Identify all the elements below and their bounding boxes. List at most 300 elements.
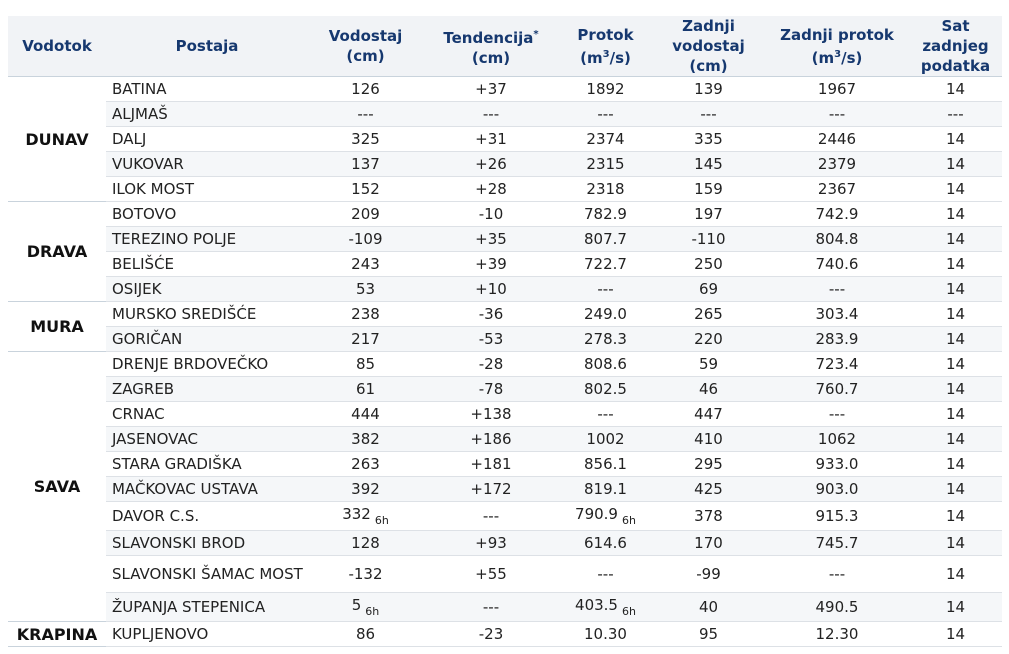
tendencija-value-text: --- (482, 105, 500, 123)
zadnji-vodostaj-value (652, 556, 765, 593)
protok-value-text: 802.5 (584, 380, 627, 398)
zadnji-vodostaj-value-text: 220 (694, 330, 723, 348)
vodostaj-value (308, 327, 423, 352)
water-levels-table (8, 16, 1002, 647)
vodostaj-value-text: -132 (348, 565, 383, 583)
vodostaj-value (308, 402, 423, 427)
tendencija-value (423, 502, 559, 531)
zadnji-vodostaj-value-text: 197 (694, 205, 723, 223)
station-name-text: DALJ (112, 130, 147, 148)
protok-value (559, 327, 652, 352)
station-name-text: ŽUPANJA STEPENICA (112, 598, 266, 616)
sat-value-text: --- (947, 105, 964, 123)
protok-value (559, 377, 652, 402)
vodostaj-value (308, 531, 423, 556)
zadnji-protok-value (765, 402, 909, 427)
tendencija-value (423, 531, 559, 556)
vodostaj-value-text: 332 (342, 505, 371, 523)
table-row (8, 593, 1002, 622)
river-name: SAVA (8, 352, 106, 622)
header-protok: Protok $(m^3/s)$ (559, 16, 652, 77)
station-name-text: KUPLJENOVO (112, 625, 209, 643)
zadnji-protok-value (765, 352, 909, 377)
zadnji-protok-value-text: 283.9 (815, 330, 859, 348)
table-row (8, 202, 1002, 227)
zadnji-vodostaj-value (652, 452, 765, 477)
zadnji-protok-value (765, 302, 909, 327)
station-name (106, 531, 308, 556)
header-tendencija: Tendencija* (cm) (423, 16, 559, 77)
tendencija-value (423, 477, 559, 502)
vodostaj-value (308, 377, 423, 402)
zadnji-vodostaj-value-text: 410 (694, 430, 723, 448)
zadnji-protok-value (765, 452, 909, 477)
sat-value (909, 477, 1002, 502)
vodostaj-value-text: 137 (351, 155, 380, 173)
protok-value (559, 452, 652, 477)
vodostaj-value-text: 61 (355, 380, 376, 398)
table-row (8, 502, 1002, 531)
protok-value (559, 502, 652, 531)
station-name (106, 556, 308, 593)
tendencija-value-text: +28 (475, 180, 507, 198)
zadnji-protok-value-text: 742.9 (815, 205, 859, 223)
sat-value (909, 402, 1002, 427)
zadnji-protok-value (765, 152, 909, 177)
sat-value-text: 14 (945, 455, 966, 473)
header-postaja: Postaja (106, 16, 308, 77)
protok-value-text: --- (597, 280, 614, 298)
protok-value-text: 249.0 (584, 305, 627, 323)
vodostaj-value-text: --- (357, 105, 374, 123)
zadnji-vodostaj-value (652, 252, 765, 277)
tendencija-value (423, 377, 559, 402)
sat-value (909, 452, 1002, 477)
vodostaj-value-text: 126 (351, 80, 380, 98)
protok-value (559, 227, 652, 252)
station-name (106, 127, 308, 152)
vodostaj-value (308, 252, 423, 277)
table-row (8, 377, 1002, 402)
zadnji-vodostaj-value-text: 139 (694, 80, 723, 98)
protok-value (559, 556, 652, 593)
tendencija-value-text: +138 (470, 405, 512, 423)
vodostaj-value (308, 427, 423, 452)
protok-value-text: 1002 (586, 430, 625, 448)
station-name-text: SLAVONSKI BROD (112, 534, 246, 552)
time-note: 6h (621, 514, 636, 527)
station-name-text: SLAVONSKI ŠAMAC MOST (112, 565, 303, 583)
tendencija-value-text: +26 (475, 155, 507, 173)
sat-value (909, 327, 1002, 352)
station-name (106, 377, 308, 402)
vodostaj-value-text: 128 (351, 534, 380, 552)
header-vodotok: Vodotok (8, 16, 106, 77)
vodostaj-value (308, 352, 423, 377)
protok-value (559, 477, 652, 502)
vodostaj-value-text: 392 (351, 480, 380, 498)
zadnji-protok-value (765, 102, 909, 127)
station-name (106, 427, 308, 452)
station-name-text: VUKOVAR (112, 155, 184, 173)
header-sat-zadnjeg-podatka: Sat zadnjeg podatka (909, 16, 1002, 77)
river-name: MURA (8, 302, 106, 352)
zadnji-protok-value-text: 760.7 (815, 380, 859, 398)
table-row (8, 152, 1002, 177)
station-name-text: BOTOVO (112, 205, 177, 223)
sat-value-text: 14 (945, 534, 966, 552)
tendencija-value-text: +93 (475, 534, 507, 552)
protok-value-text: 782.9 (584, 205, 627, 223)
sat-value-text: 14 (945, 155, 966, 173)
station-name-text: JASENOVAC (112, 430, 198, 448)
protok-value (559, 252, 652, 277)
tendencija-value-text: -53 (478, 330, 504, 348)
sat-value (909, 302, 1002, 327)
zadnji-vodostaj-value-text: --- (700, 105, 717, 123)
zadnji-vodostaj-value (652, 152, 765, 177)
zadnji-vodostaj-value (652, 327, 765, 352)
zadnji-vodostaj-value (652, 531, 765, 556)
zadnji-protok-value-text: 303.4 (815, 305, 859, 323)
vodostaj-value-text: 444 (351, 405, 380, 423)
time-note: 6h (374, 514, 389, 527)
table-row (8, 477, 1002, 502)
sat-value-text: 14 (945, 280, 966, 298)
protok-value-text: 403.5 (575, 596, 618, 614)
zadnji-protok-value-text: 1967 (817, 80, 857, 98)
vodostaj-value (308, 302, 423, 327)
sat-value-text: 14 (945, 625, 966, 643)
zadnji-vodostaj-value-text: 46 (698, 380, 719, 398)
tendencija-value (423, 152, 559, 177)
table-row (8, 352, 1002, 377)
tendencija-value (423, 327, 559, 352)
vodostaj-value (308, 277, 423, 302)
protok-value (559, 593, 652, 622)
tendencija-value-text: +35 (475, 230, 507, 248)
river-name: DRAVA (8, 202, 106, 302)
time-note: 6h (621, 605, 636, 618)
vodostaj-value-text: 5 (351, 596, 362, 614)
sat-value-text: 14 (945, 230, 966, 248)
vodostaj-value (308, 152, 423, 177)
protok-value-text: 808.6 (584, 355, 627, 373)
sat-value (909, 277, 1002, 302)
sat-value (909, 556, 1002, 593)
protok-value-text: 790.9 (575, 505, 618, 523)
zadnji-protok-value-text: 12.30 (815, 625, 859, 643)
table-row (8, 77, 1002, 102)
river-name: DUNAV (8, 77, 106, 202)
sat-value (909, 152, 1002, 177)
tendencija-value (423, 593, 559, 622)
vodostaj-value-text: 152 (351, 180, 380, 198)
zadnji-protok-value-text: 2446 (817, 130, 857, 148)
vodostaj-value-text: 382 (351, 430, 380, 448)
tendencija-value (423, 302, 559, 327)
sat-value (909, 352, 1002, 377)
station-name-text: STARA GRADIŠKA (112, 455, 242, 473)
vodostaj-value-text: -109 (348, 230, 383, 248)
protok-value-text: 278.3 (584, 330, 627, 348)
zadnji-protok-value (765, 277, 909, 302)
vodostaj-value (308, 593, 423, 622)
station-name (106, 77, 308, 102)
zadnji-protok-value (765, 177, 909, 202)
station-name-text: TEREZINO POLJE (112, 230, 237, 248)
vodostaj-value (308, 177, 423, 202)
sat-value (909, 502, 1002, 531)
vodostaj-value-text: 85 (355, 355, 376, 373)
sat-value-text: 14 (945, 598, 966, 616)
table-row (8, 177, 1002, 202)
zadnji-vodostaj-value-text: 69 (698, 280, 719, 298)
zadnji-protok-value (765, 77, 909, 102)
table-row (8, 556, 1002, 593)
sat-value (909, 127, 1002, 152)
station-name-text: ILOK MOST (112, 180, 195, 198)
zadnji-protok-value-text: --- (828, 565, 846, 583)
water-levels-table-container (8, 16, 1002, 647)
vodostaj-value (308, 227, 423, 252)
station-name-text: MURSKO SREDIŠĆE (112, 305, 257, 323)
zadnji-protok-value-text: 740.6 (815, 255, 859, 273)
sat-value-text: 14 (945, 330, 966, 348)
table-row (8, 227, 1002, 252)
protok-value (559, 102, 652, 127)
station-name (106, 277, 308, 302)
protok-value-text: 856.1 (584, 455, 627, 473)
tendencija-value-text: -10 (478, 205, 504, 223)
sat-value-text: 14 (945, 180, 966, 198)
tendencija-value-text: -23 (478, 625, 504, 643)
protok-value-text: 1892 (586, 80, 625, 98)
header-row (8, 16, 1002, 77)
protok-value (559, 352, 652, 377)
protok-value-text: 807.7 (584, 230, 627, 248)
sat-value-text: 14 (945, 480, 966, 498)
zadnji-protok-value (765, 202, 909, 227)
station-name (106, 452, 308, 477)
sat-value (909, 622, 1002, 647)
zadnji-vodostaj-value (652, 127, 765, 152)
vodostaj-value (308, 77, 423, 102)
zadnji-vodostaj-value-text: 145 (694, 155, 723, 173)
tendencija-value (423, 452, 559, 477)
sat-value (909, 377, 1002, 402)
zadnji-vodostaj-value-text: -110 (691, 230, 726, 248)
tendencija-value-text: +10 (475, 280, 507, 298)
sat-value (909, 102, 1002, 127)
zadnji-vodostaj-value (652, 202, 765, 227)
tendencija-value (423, 402, 559, 427)
table-row (8, 327, 1002, 352)
tendencija-value-text: +31 (475, 130, 507, 148)
table-row (8, 127, 1002, 152)
zadnji-protok-value (765, 531, 909, 556)
zadnji-vodostaj-value-text: 59 (698, 355, 719, 373)
tendencija-value-text: -36 (478, 305, 504, 323)
header-zadnji-vodostaj: Zadnji vodostaj (cm) (652, 16, 765, 77)
vodostaj-value-text: 263 (351, 455, 380, 473)
vodostaj-value-text: 217 (351, 330, 380, 348)
sat-value (909, 593, 1002, 622)
sat-value-text: 14 (945, 255, 966, 273)
zadnji-vodostaj-value-text: 170 (694, 534, 723, 552)
station-name-text: MAČKOVAC USTAVA (112, 480, 258, 498)
zadnji-protok-value (765, 502, 909, 531)
zadnji-protok-value-text: 745.7 (815, 534, 859, 552)
station-name (106, 202, 308, 227)
protok-value (559, 177, 652, 202)
tendencija-value (423, 77, 559, 102)
protok-value (559, 127, 652, 152)
protok-value-text: --- (597, 105, 614, 123)
station-name (106, 352, 308, 377)
sat-value-text: 14 (945, 405, 966, 423)
zadnji-protok-value (765, 593, 909, 622)
tendencija-value (423, 177, 559, 202)
vodostaj-value (308, 556, 423, 593)
station-name-text: ALJMAŠ (112, 105, 168, 123)
protok-value (559, 152, 652, 177)
protok-value (559, 402, 652, 427)
time-note: 6h (365, 605, 380, 618)
tendencija-value (423, 202, 559, 227)
vodostaj-value-text: 53 (355, 280, 376, 298)
zadnji-vodostaj-value-text: 40 (698, 598, 719, 616)
sat-value-text: 14 (945, 430, 966, 448)
station-name (106, 622, 308, 647)
vodostaj-value-text: 238 (351, 305, 380, 323)
table-row (8, 302, 1002, 327)
tendencija-value (423, 427, 559, 452)
protok-value (559, 302, 652, 327)
vodostaj-value (308, 477, 423, 502)
protok-value-text: 2318 (586, 180, 625, 198)
zadnji-vodostaj-value (652, 227, 765, 252)
tendencija-value (423, 227, 559, 252)
zadnji-protok-value (765, 622, 909, 647)
zadnji-protok-value (765, 477, 909, 502)
tendencija-value-text: +186 (470, 430, 512, 448)
tendencija-value-text: --- (482, 507, 500, 525)
sat-value (909, 227, 1002, 252)
tendencija-value-text: +55 (475, 565, 507, 583)
tendencija-value-text: +172 (470, 480, 512, 498)
station-name (106, 152, 308, 177)
zadnji-protok-value-text: --- (828, 405, 846, 423)
protok-value-text: 2315 (586, 155, 625, 173)
zadnji-vodostaj-value (652, 177, 765, 202)
sat-value (909, 202, 1002, 227)
vodostaj-value-text: 243 (351, 255, 380, 273)
vodostaj-value-text: 209 (351, 205, 380, 223)
table-body (8, 77, 1002, 647)
vodostaj-value (308, 622, 423, 647)
sat-value-text: 14 (945, 305, 966, 323)
sat-value-text: 14 (945, 205, 966, 223)
zadnji-protok-value-text: 2379 (817, 155, 857, 173)
zadnji-vodostaj-value (652, 477, 765, 502)
zadnji-vodostaj-value-text: 295 (694, 455, 723, 473)
sat-value-text: 14 (945, 380, 966, 398)
vodostaj-value (308, 452, 423, 477)
zadnji-vodostaj-value-text: 265 (694, 305, 723, 323)
protok-value (559, 531, 652, 556)
protok-value-text: --- (597, 565, 614, 583)
station-name-text: OSIJEK (112, 280, 162, 298)
zadnji-vodostaj-value-text: 378 (694, 507, 723, 525)
table-row (8, 622, 1002, 647)
zadnji-protok-value-text: 804.8 (815, 230, 859, 248)
table-row (8, 402, 1002, 427)
zadnji-protok-value (765, 227, 909, 252)
zadnji-vodostaj-value (652, 502, 765, 531)
zadnji-protok-value-text: 490.5 (815, 598, 859, 616)
zadnji-protok-value-text: 933.0 (815, 455, 859, 473)
tendencija-value-text: -28 (478, 355, 504, 373)
tendencija-value (423, 127, 559, 152)
sat-value-text: 14 (945, 355, 966, 373)
protok-value-text: 10.30 (584, 625, 627, 643)
protok-value (559, 622, 652, 647)
tendencija-value (423, 252, 559, 277)
zadnji-protok-value (765, 252, 909, 277)
station-name (106, 327, 308, 352)
station-name-text: BELIŠĆE (112, 255, 175, 273)
zadnji-vodostaj-value (652, 427, 765, 452)
zadnji-vodostaj-value (652, 302, 765, 327)
station-name (106, 102, 308, 127)
station-name (106, 477, 308, 502)
river-name: KRAPINA (8, 622, 106, 647)
tendencija-value-text: --- (482, 598, 500, 616)
protok-value (559, 77, 652, 102)
protok-value-text: 819.1 (584, 480, 627, 498)
station-name (106, 593, 308, 622)
tendencija-value-text: -78 (478, 380, 504, 398)
table-row (8, 531, 1002, 556)
station-name-text: GORIČAN (112, 330, 183, 348)
station-name-text: DRENJE BRDOVEČKO (112, 355, 269, 373)
zadnji-protok-value-text: --- (828, 280, 846, 298)
table-row (8, 102, 1002, 127)
sat-value (909, 177, 1002, 202)
table-row (8, 427, 1002, 452)
sat-value (909, 77, 1002, 102)
header-vodostaj: Vodostaj (cm) (308, 16, 423, 77)
zadnji-vodostaj-value (652, 277, 765, 302)
tendencija-value (423, 556, 559, 593)
protok-value-text: 2374 (586, 130, 625, 148)
zadnji-protok-value-text: --- (828, 105, 846, 123)
station-name-text: CRNAC (112, 405, 165, 423)
tendencija-value (423, 102, 559, 127)
tendencija-value-text: +37 (475, 80, 507, 98)
zadnji-protok-value (765, 427, 909, 452)
sat-value-text: 14 (945, 130, 966, 148)
table-row (8, 277, 1002, 302)
sat-value (909, 427, 1002, 452)
zadnji-protok-value (765, 327, 909, 352)
station-name (106, 177, 308, 202)
zadnji-protok-value-text: 915.3 (815, 507, 859, 525)
tendencija-value (423, 622, 559, 647)
sat-value (909, 531, 1002, 556)
zadnji-vodostaj-value (652, 593, 765, 622)
